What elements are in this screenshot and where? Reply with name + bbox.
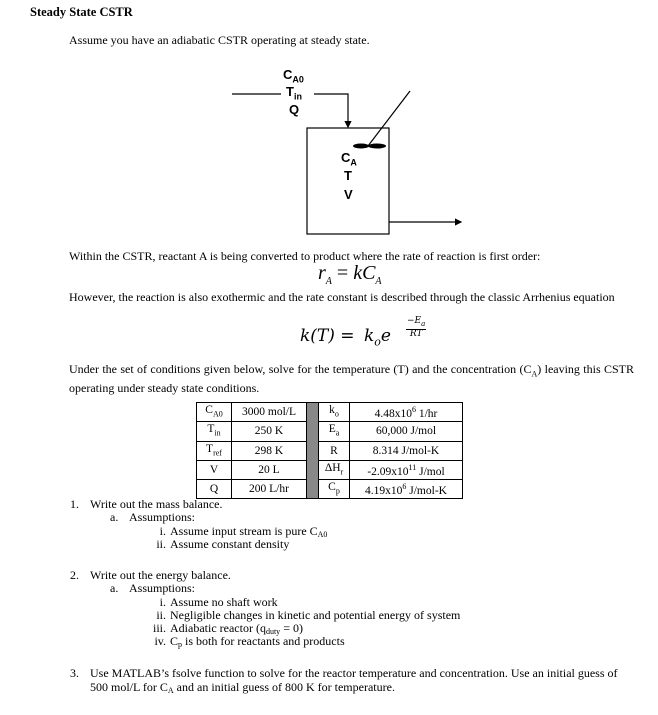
list-number: ii. <box>156 608 166 622</box>
label-main: Q <box>209 483 219 496</box>
param-label <box>319 441 350 460</box>
eq-rhs-sub: A <box>375 276 382 287</box>
param-value <box>350 403 463 422</box>
exp-num-sub: a <box>421 319 426 328</box>
param-value <box>350 441 463 460</box>
eq-k: k <box>363 326 375 346</box>
list-text: Assumptions: <box>129 581 196 595</box>
label-main: k <box>329 404 335 416</box>
list-number: 2. <box>70 568 79 582</box>
eq-exponent <box>406 317 426 339</box>
param-value: 250 K <box>232 422 307 441</box>
list-number: 1. <box>70 497 79 511</box>
value-main: 4.19x10 <box>365 485 403 498</box>
eq-rhs: kC <box>353 262 376 284</box>
arrhenius-equation <box>300 316 426 349</box>
inlet-temperature-label <box>286 84 302 102</box>
item-text: Assume input stream is pure C <box>170 524 318 538</box>
list-number: a. <box>110 581 119 595</box>
label-main: T <box>344 168 352 183</box>
eq-equals: = <box>331 262 354 284</box>
value-main: 60,000 J/mol <box>375 425 437 438</box>
item-after: is both for reactants and products <box>182 634 345 648</box>
eq-rate-symbol: r <box>318 262 326 284</box>
item-sub: duty <box>265 627 281 636</box>
problem-text: Under the set of conditions given below, solve for the temperature (T) and the concentration (C <box>69 362 532 376</box>
value-main: -2.09x10 <box>367 465 409 478</box>
label-sub: A0 <box>212 409 223 419</box>
table-row <box>197 422 463 441</box>
param-label <box>319 460 350 479</box>
param-value: 3000 mol/L <box>232 403 307 422</box>
item-sub: A0 <box>317 530 328 539</box>
label-main: T <box>207 423 215 436</box>
document-title: Steady State CSTR <box>30 5 133 19</box>
label-sub: r <box>340 467 344 477</box>
param-label <box>319 403 350 422</box>
param-label <box>319 480 350 499</box>
list-text: Assume constant density <box>170 537 290 551</box>
label-sub: in <box>293 91 302 102</box>
param-label <box>197 403 232 422</box>
param-value <box>350 480 463 499</box>
label-main: C <box>205 404 213 416</box>
value-exp: 6 <box>402 482 407 492</box>
label-sub: ref <box>213 447 222 457</box>
table-row <box>197 460 463 479</box>
rate-law-equation <box>318 262 382 287</box>
table-row <box>197 441 463 460</box>
list-number: i. <box>159 595 166 609</box>
table-row <box>197 480 463 499</box>
param-label <box>197 460 232 479</box>
value-exp: 11 <box>408 463 417 473</box>
item-after: = 0) <box>280 621 303 635</box>
eq-lhs: k(T) = <box>300 326 360 346</box>
reactor-concentration-label <box>341 150 357 168</box>
cstr-diagram-lines <box>0 0 658 250</box>
eq-k-sub: o <box>374 335 381 349</box>
param-label <box>197 441 232 460</box>
inlet-flow-label <box>289 102 299 117</box>
item-text: Adiabatic reactor (q <box>170 621 266 635</box>
value-exp: 6 <box>411 405 416 415</box>
table-divider <box>307 403 319 499</box>
label-main: T <box>206 442 214 455</box>
list-text: Negligible changes in kinetic and potential energy of system <box>170 608 461 622</box>
item-sub: p <box>178 640 183 649</box>
label-sub: A <box>350 157 357 168</box>
intro-text: Assume you have an adiabatic CSTR operating at steady state. <box>69 33 370 47</box>
parameters-table <box>196 402 463 499</box>
inlet-concentration-label <box>283 67 304 85</box>
exp-num-text: −E <box>407 316 422 326</box>
param-value <box>350 422 463 441</box>
list-text <box>170 634 345 649</box>
eq-exp-denominator: RT <box>409 328 423 339</box>
label-main: C <box>328 481 336 494</box>
label-main: C <box>283 67 293 82</box>
problem-statement <box>69 362 634 395</box>
param-value: 20 L <box>232 460 307 479</box>
arrhenius-description: However, the reaction is also exothermic and the rate constant is described through the classic Arrhenius equation <box>69 290 615 304</box>
param-label <box>197 422 232 441</box>
list-text: Write out the mass balance. <box>90 497 223 511</box>
list-number: i. <box>159 524 166 538</box>
reactor-temperature-label <box>344 168 352 183</box>
label-main: Q <box>289 102 300 117</box>
value-unit: J/mol-K <box>406 485 447 498</box>
list-text: Write out the energy balance. <box>90 568 231 582</box>
line-sub: A <box>167 686 174 695</box>
list-number: 3. <box>70 666 79 680</box>
label-main: V <box>209 464 219 477</box>
label-main: ΔH <box>324 461 341 474</box>
list-number: iv. <box>154 634 166 648</box>
list-number: a. <box>110 510 119 524</box>
eq-e: e <box>380 326 391 346</box>
line-text-end: and an initial guess of 800 K for temperature. <box>173 680 395 694</box>
item-text: C <box>170 634 179 648</box>
label-sub: p <box>335 486 340 496</box>
label-main: R <box>330 444 338 457</box>
line-text: 500 mol/L for C <box>90 680 168 694</box>
value-unit: J/mol <box>416 465 445 478</box>
list-text-continued <box>90 680 395 695</box>
table-row <box>197 403 463 422</box>
label-sub: A0 <box>292 74 304 85</box>
param-value <box>350 460 463 479</box>
problem-sub: A <box>531 369 538 379</box>
label-main: C <box>341 150 351 165</box>
label-main: E <box>328 423 336 436</box>
value-main: 4.48x10 <box>374 408 412 421</box>
list-text: Assumptions: <box>129 510 196 524</box>
label-sub: in <box>214 428 221 438</box>
param-value: 298 K <box>232 441 307 460</box>
label-sub: a <box>335 428 340 438</box>
eq-rate-sub: A <box>325 276 332 287</box>
list-number: ii. <box>156 537 166 551</box>
label-main: V <box>344 187 353 202</box>
value-main: 8.314 J/mol-K <box>372 444 440 457</box>
problem-text-end: ) leaving this CSTR operating under steady state conditions. <box>69 362 634 396</box>
rate-description: Within the CSTR, reactant A is being converted to product where the rate of reaction is first order: <box>69 249 541 263</box>
list-number: iii. <box>152 621 166 635</box>
value-unit: 1/hr <box>415 408 438 421</box>
label-sub: o <box>334 409 339 419</box>
param-value: 200 L/hr <box>232 480 307 499</box>
list-text: Use MATLAB’s fsolve function to solve for the reactor temperature and concentration. Use an initial guess of <box>90 666 618 680</box>
reactor-volume-label <box>344 187 353 202</box>
label-main: T <box>286 84 294 99</box>
param-label <box>319 422 350 441</box>
list-text: Assume no shaft work <box>170 595 278 609</box>
